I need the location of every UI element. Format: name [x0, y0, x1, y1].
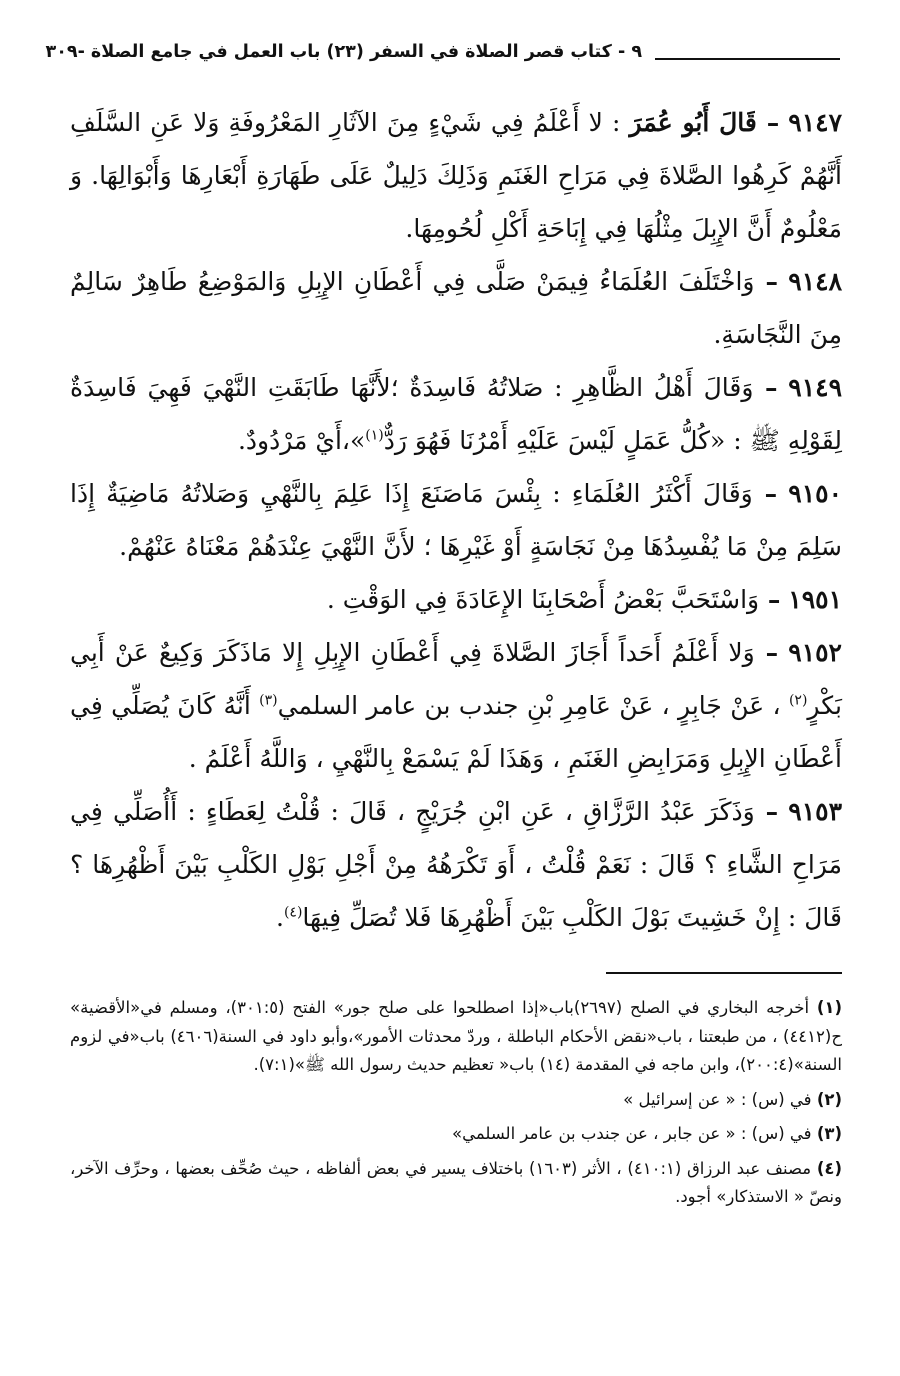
paragraph-number: ٩١٥٢: [788, 638, 842, 667]
footnote-number: (٤): [816, 1158, 842, 1178]
footnotes: [70, 994, 842, 1218]
footnote-1: [70, 994, 842, 1080]
paragraph-number: ١٩٥١: [788, 585, 842, 614]
paragraph-text-end: »،أَيْ مَرْدُودٌ.: [237, 426, 366, 455]
paragraph-9149: ٩١٤٩ – وَقَالَ أَهْلُ الظَّاهِرِ : صَلاتُهُ فَاسِدَةٌ ؛لأَنَّهَا طَابَقَتِ النَّهْيَ فَهِيَ فَاسِدَةٌ لِقَوْلِهِ ﷺ : «كُلُّ عَمَلٍ لَيْسَ عَلَيْهِ أَمْرُنَا فَهُوَ رَدٌّ$^{(١)}$»،أَيْ مَرْدُودٌ.: [70, 373, 842, 455]
paragraph-text: وَقَالَ أَهْلُ الظَّاهِرِ : صَلاتُهُ فَاسِدَةٌ ؛لأَنَّهَا طَابَقَتِ النَّهْيَ فَهِيَ فَاسِدَةٌ لِقَوْلِهِ ﷺ : «كُلُّ عَمَلٍ لَيْسَ عَلَيْهِ أَمْرُنَا فَهُوَ رَدٌّ: [70, 373, 842, 455]
main-text: [70, 96, 842, 944]
paragraph-text: وَقَالَ أَكْثَرُ العُلَمَاءِ : بِئْسَ مَاصَنَعَ إِذَا عَلِمَ بِالنَّهْيِ وَصَلاتُهُ مَاضِيَةٌ إِذَا سَلِمَ مِنْ مَا يُفْسِدُهَا مِنْ نَجَاسَةٍ أَوْ غَيْرِهَا ؛ لأَنَّ النَّهْيَ عِنْدَهُمْ مَعْنَاهُ عَنْهُمْ.: [70, 479, 842, 561]
paragraph-number: ٩١٤٨: [788, 267, 842, 296]
footnote-2: [70, 1086, 842, 1115]
footnote-ref-4: (٤): [283, 904, 303, 921]
paragraph-number: ٩١٥٣: [788, 797, 842, 826]
paragraph-9147: ٩١٤٧ – قَالَ أَبُو عُمَرَ : لا أَعْلَمُ فِي شَيْءٍ مِنَ الآثَارِ المَعْرُوفَةِ وَلا عَنِ السَّلَفِ أَنَّهُمْ كَرِهُوا الصَّلاةَ فِي مَرَاحِ الغَنَمِ وَذَلِكَ دَلِيلٌ عَلَى طَهَارَةِ أَبْعَارِهَا وَأَبْوَالِهَا. وَ مَعْلُومٌ أَنَّ الإِبِلَ مِثْلُهَا فِي إِبَاحَةِ أَكْلِ لُحُومِهَا.: [70, 108, 843, 243]
paragraph-text-end: أَنَّهُ كَانَ يُصَلِّي فِي أَعْطَانِ الإِبِلِ وَمَرَابِضِ الغَنَمِ ، وَهَذَا لَمْ يَسْمَعْ بِالنَّهْيِ ، وَاللَّهُ أَعْلَمُ .: [70, 691, 842, 773]
paragraph-9151: ١٩٥١ – وَاسْتَحَبَّ بَعْضُ أَصْحَابِنَا الإِعَادَةَ فِي الوَقْتِ .: [326, 585, 842, 614]
footnote-ref-1: (١): [365, 427, 384, 444]
footnote-text: أخرجه البخاري في الصلح (٢٦٩٧)باب«إذا اصطلحوا على صلح جور» الفتح (٣٠١:٥)، ومسلم في«الأقضية» ح(٤٤١٢) ، من طبعتنا ، باب«نقض الأحكام الباطلة ، وردّ محدثات الأمور»،وأبو داود في السنة(٤٦٠٦) باب«في لزوم السنة»(٢٠٠:٤)، وابن ماجه في المقدمة (١٤) باب« تعظيم حديث رسول الله ﷺ»(٧:١).: [70, 998, 842, 1074]
paragraph-text: : لا أَعْلَمُ فِي شَيْءٍ مِنَ الآثَارِ المَعْرُوفَةِ وَلا عَنِ السَّلَفِ أَنَّهُمْ كَرِهُوا الصَّلاةَ فِي مَرَاحِ الغَنَمِ وَذَلِكَ دَلِيلٌ عَلَى طَهَارَةِ أَبْعَارِهَا وَأَبْوَالِهَا. وَ مَعْلُومٌ أَنَّ الإِبِلَ مِثْلُهَا فِي إِبَاحَةِ أَكْلِ لُحُومِهَا.: [70, 108, 842, 243]
footnote-text: مصنف عبد الرزاق (٤١٠:١) ، الأثر (١٦٠٣) باختلاف يسير في بعض ألفاظه ، حيث صُحِّف بعضها ، وحرِّف الآخر، ونصّ « الاستذكار» أجود.: [70, 1158, 842, 1206]
paragraph-number: ٩١٤٩: [788, 373, 842, 402]
paragraph-text: وَاسْتَحَبَّ بَعْضُ أَصْحَابِنَا الإِعَادَةَ فِي الوَقْتِ .: [326, 585, 760, 614]
running-header: [45, 38, 840, 74]
footnote-ref-3: (٣): [259, 692, 278, 709]
footnote-text: في (س) : « عن جابر ، عن جندب بن عامر السلمي»: [451, 1124, 812, 1143]
header-rule: [655, 58, 840, 60]
footnote-ref-2: (٢): [788, 692, 808, 709]
paragraph-number: ٩١٥٠: [788, 479, 842, 508]
paragraph-9148: ٩١٤٨ – وَاخْتَلَفَ العُلَمَاءُ فِيمَنْ صَلَّى فِي أَعْطَانِ الإِبِلِ وَالمَوْضِعُ طَاهِرٌ سَالِمٌ مِنَ النَّجَاسَةِ.: [70, 267, 842, 349]
paragraph-number: ٩١٤٧: [788, 108, 843, 137]
paragraph-text-end: .: [276, 903, 284, 932]
paragraph-text: وَلا أَعْلَمُ أَحَداً أَجَازَ الصَّلاةَ فِي أَعْطَانِ الإِبِلِ إِلا مَاذَكَرَ وَكِيعٌ عَنْ أَبِي بَكْرٍ: [70, 638, 842, 720]
footnote-4: [70, 1155, 842, 1212]
footnote-number: (١): [816, 998, 842, 1017]
footnote-number: (٣): [816, 1124, 842, 1143]
header-title: ٩ - كتاب قصر الصلاة في السفر (٢٣) باب العمل في جامع الصلاة -٣٠٩: [45, 42, 642, 62]
footnote-number: (٢): [816, 1089, 842, 1109]
speaker-lead: قَالَ أَبُو عُمَرَ: [629, 108, 757, 137]
footnote-separator: [606, 972, 842, 974]
paragraph-text: وَذَكَرَ عَبْدُ الرَّزَّاقِ ، عَنِ ابْنِ جُرَيْجٍ ، قَالَ : قُلْتُ لِعَطَاءٍ : أَأُصَلِّي فِي مَرَاحِ الشَّاءِ ؟ قَالَ : نَعَمْ قُلْتُ ، أَوَ تَكْرَهُهُ مِنْ أَجْلِ بَوْلِ الكَلْبِ بَيْنَ أَظْهُرِهَا ؟ قَالَ : إِنْ خَشِيتَ بَوْلَ الكَلْبِ بَيْنَ أَظْهُرِهَا فَلا تُصَلِّ فِيهَا: [70, 797, 842, 932]
paragraph-9153: ٩١٥٣ – وَذَكَرَ عَبْدُ الرَّزَّاقِ ، عَنِ ابْنِ جُرَيْجٍ ، قَالَ : قُلْتُ لِعَطَاءٍ : أَأُصَلِّي فِي مَرَاحِ الشَّاءِ ؟ قَالَ : نَعَمْ قُلْتُ ، أَوَ تَكْرَهُهُ مِنْ أَجْلِ بَوْلِ الكَلْبِ بَيْنَ أَظْهُرِهَا ؟ قَالَ : إِنْ خَشِيتَ بَوْلَ الكَلْبِ بَيْنَ أَظْهُرِهَا فَلا تُصَلِّ فِيهَا$^{(٤)}$.: [70, 797, 842, 932]
paragraph-text: وَاخْتَلَفَ العُلَمَاءُ فِيمَنْ صَلَّى فِي أَعْطَانِ الإِبِلِ وَالمَوْضِعُ طَاهِرٌ سَالِمٌ مِنَ النَّجَاسَةِ.: [70, 267, 842, 349]
footnote-3: [70, 1120, 842, 1149]
paragraph-text-mid: ، عَنْ جَابِرٍ ، عَنْ عَامِرِ بْنِ جندب بن عامر السلمي: [277, 691, 781, 720]
footnote-text: في (س) : « عن إسرائيل »: [623, 1089, 812, 1109]
paragraph-9152: ٩١٥٢ – وَلا أَعْلَمُ أَحَداً أَجَازَ الصَّلاةَ فِي أَعْطَانِ الإِبِلِ إِلا مَاذَكَرَ وَكِيعٌ عَنْ أَبِي بَكْرٍ$^{(٢)}$ ، عَنْ جَابِرٍ ، عَنْ عَامِرِ بْنِ جندب بن عامر السلمي$^{(٣)}$ أَنَّهُ كَانَ يُصَلِّي فِي أَعْطَانِ الإِبِلِ وَمَرَابِضِ الغَنَمِ ، وَهَذَا لَمْ يَسْمَعْ بِالنَّهْيِ ، وَاللَّهُ أَعْلَمُ .: [70, 638, 842, 773]
paragraph-9150: ٩١٥٠ – وَقَالَ أَكْثَرُ العُلَمَاءِ : بِئْسَ مَاصَنَعَ إِذَا عَلِمَ بِالنَّهْيِ وَصَلاتُهُ مَاضِيَةٌ إِذَا سَلِمَ مِنْ مَا يُفْسِدُهَا مِنْ نَجَاسَةٍ أَوْ غَيْرِهَا ؛ لأَنَّ النَّهْيَ عِنْدَهُمْ مَعْنَاهُ عَنْهُمْ.: [70, 479, 842, 561]
